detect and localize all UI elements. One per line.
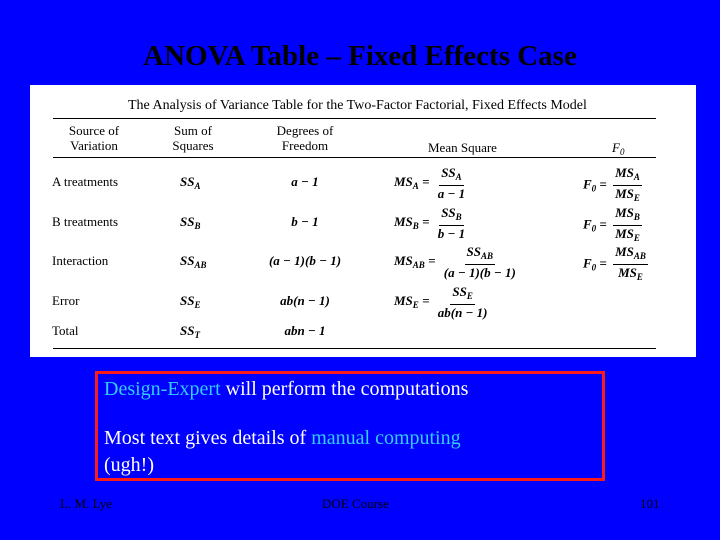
row-b-ms-den: b − 1 xyxy=(437,226,466,241)
row-interaction-df: (a − 1)(b − 1) xyxy=(268,253,342,268)
row-b-f-den: MS xyxy=(615,226,634,241)
row-total-ss-main: SS xyxy=(180,323,195,338)
row-error-ms-fraction xyxy=(436,284,490,320)
row-b-ss-main: SS xyxy=(180,214,195,229)
row-interaction-ss-sub: AB xyxy=(194,260,207,270)
row-interaction-ms-lhs-sub: AB xyxy=(412,259,425,270)
row-b-ss xyxy=(180,214,200,234)
header-f0-sub: 0 xyxy=(619,147,625,157)
row-error-ms: $MS_E$ = $\frac{SS_E}{ab(n - 1)}$ xyxy=(394,284,488,320)
row-interaction-ms-num: SS xyxy=(466,244,481,259)
row-a-f-lhs-sub: 0 xyxy=(591,183,597,194)
row-interaction-f-lhs: F xyxy=(583,255,592,271)
row-interaction-ss xyxy=(180,253,206,273)
row-total-ss-sub: T xyxy=(194,330,200,340)
row-error-ms-num-sub: E xyxy=(466,291,473,301)
row-interaction-ms-den: (a − 1)(b − 1) xyxy=(443,265,516,280)
row-error-ms-num: SS xyxy=(452,284,467,299)
row-a-ms-num-sub: A xyxy=(455,172,462,182)
row-total-df: abn − 1 xyxy=(284,323,326,338)
footer-author: L. M. Lye xyxy=(60,496,112,511)
row-a-ms-den: a − 1 xyxy=(437,186,466,201)
header-sum-of-squares xyxy=(160,123,226,153)
header-source xyxy=(58,123,130,153)
table-caption: The Analysis of Variance Table for the Two-Factor Factorial, Fixed Effects Model xyxy=(128,98,587,113)
row-interaction-f-den-sub: E xyxy=(636,272,643,282)
header-ss-line2: Squares xyxy=(172,138,214,153)
row-interaction-ss-main: SS xyxy=(180,253,195,268)
footer-course: DOE Course xyxy=(322,496,389,511)
row-b-f-den-sub: E xyxy=(633,233,640,243)
row-b-ms-lhs-sub: B xyxy=(412,220,419,231)
note-design-expert: Design-Expert xyxy=(104,378,221,400)
row-a-f-den: MS xyxy=(615,186,634,201)
row-interaction-f-num-sub: AB xyxy=(633,251,646,261)
row-a-f-lhs: F xyxy=(583,176,592,192)
row-a-ms-fraction xyxy=(436,165,467,201)
row-a-ms: $MS_A$ = $\frac{SS_A}{a - 1}$ xyxy=(394,165,466,201)
header-df-line2: Freedom xyxy=(281,138,329,153)
row-b-f-fraction xyxy=(613,205,642,246)
table-top-rule xyxy=(53,118,656,119)
note-line-2-prefix: Most text gives details of xyxy=(104,427,312,449)
row-b-f-num: MS xyxy=(615,205,634,220)
row-a-ss-sub: A xyxy=(194,181,201,191)
row-error-source: Error xyxy=(52,293,80,308)
row-b-f-lhs: F xyxy=(583,216,592,232)
row-interaction-f-den: MS xyxy=(618,265,637,280)
row-interaction-ms: $MS_{AB}$ = $\frac{SS_{AB}}{(a - 1)(b - 1)}$ xyxy=(394,244,516,280)
header-source-line2: Variation xyxy=(70,138,118,153)
row-error-ms-lhs-sub: E xyxy=(412,299,419,310)
row-a-f-num: MS xyxy=(615,165,634,180)
row-interaction-ms-lhs: MS xyxy=(394,252,413,268)
row-a-ss xyxy=(180,174,200,194)
row-error-ss-sub: E xyxy=(194,300,201,310)
note-manual-computing: manual computing xyxy=(311,427,461,449)
header-degrees-of-freedom xyxy=(265,123,345,153)
row-a-f-den-sub: E xyxy=(633,193,640,203)
table-bottom-rule xyxy=(53,348,656,349)
header-f0-letter: F xyxy=(612,140,620,155)
note-line-2 xyxy=(104,425,461,479)
header-f0 xyxy=(612,140,624,160)
header-source-line1: Source of xyxy=(68,123,120,138)
row-error-df: ab(n − 1) xyxy=(280,293,330,308)
row-a-f: $F_0$ = $\frac{MS_A}{MS_E}$ xyxy=(583,165,642,206)
footer-page-number: 101 xyxy=(640,496,660,511)
row-b-ms-fraction xyxy=(436,205,467,241)
row-b-f-lhs-sub: 0 xyxy=(591,223,597,234)
row-a-ss-main: SS xyxy=(180,174,195,189)
row-a-source: A treatments xyxy=(52,174,119,189)
row-total-source: Total xyxy=(52,323,79,338)
header-df-line1: Degrees of xyxy=(276,123,334,138)
row-a-f-fraction xyxy=(613,165,642,206)
row-a-ms-lhs: MS xyxy=(394,173,413,189)
header-ss-line1: Sum of xyxy=(174,123,212,138)
row-a-df: a − 1 xyxy=(291,174,319,189)
row-a-ms-lhs-sub: A xyxy=(412,180,419,191)
note-line-2-suffix: (ugh!) xyxy=(104,454,154,476)
header-mean-square: Mean Square xyxy=(428,140,497,155)
row-error-ms-den: ab(n − 1) xyxy=(437,305,488,320)
row-a-ms-num: SS xyxy=(441,165,456,180)
table-header-rule xyxy=(53,157,656,158)
slide-title: ANOVA Table – Fixed Effects Case xyxy=(143,40,577,72)
row-interaction-ms-fraction xyxy=(442,244,518,280)
row-b-ss-sub: B xyxy=(194,221,201,231)
anova-table-image xyxy=(30,85,696,357)
row-a-f-num-sub: A xyxy=(633,172,640,182)
row-b-ms-lhs: MS xyxy=(394,213,413,229)
row-total-ss xyxy=(180,323,200,343)
note-line-1-rest: will perform the computations xyxy=(220,378,469,400)
row-interaction-f-lhs-sub: 0 xyxy=(591,262,597,273)
row-b-source: B treatments xyxy=(52,214,119,229)
row-b-ms-num-sub: B xyxy=(455,212,462,222)
row-interaction-ms-num-sub: AB xyxy=(481,251,494,261)
row-interaction-source: Interaction xyxy=(52,253,109,268)
row-error-ss-main: SS xyxy=(180,293,195,308)
row-b-df: b − 1 xyxy=(291,214,319,229)
row-interaction-f-fraction xyxy=(613,244,648,285)
row-b-f: $F_0$ = $\frac{MS_B}{MS_E}$ xyxy=(583,205,642,246)
note-line-1 xyxy=(104,378,468,401)
row-error-ss xyxy=(180,293,200,313)
row-b-ms: $MS_B$ = $\frac{SS_B}{b - 1}$ xyxy=(394,205,466,241)
row-interaction-f-num: MS xyxy=(615,244,634,259)
row-interaction-f: $F_0$ = $\frac{MS_{AB}}{MS_E}$ xyxy=(583,244,648,285)
row-error-ms-lhs: MS xyxy=(394,292,413,308)
row-b-ms-num: SS xyxy=(441,205,456,220)
row-b-f-num-sub: B xyxy=(633,212,640,222)
